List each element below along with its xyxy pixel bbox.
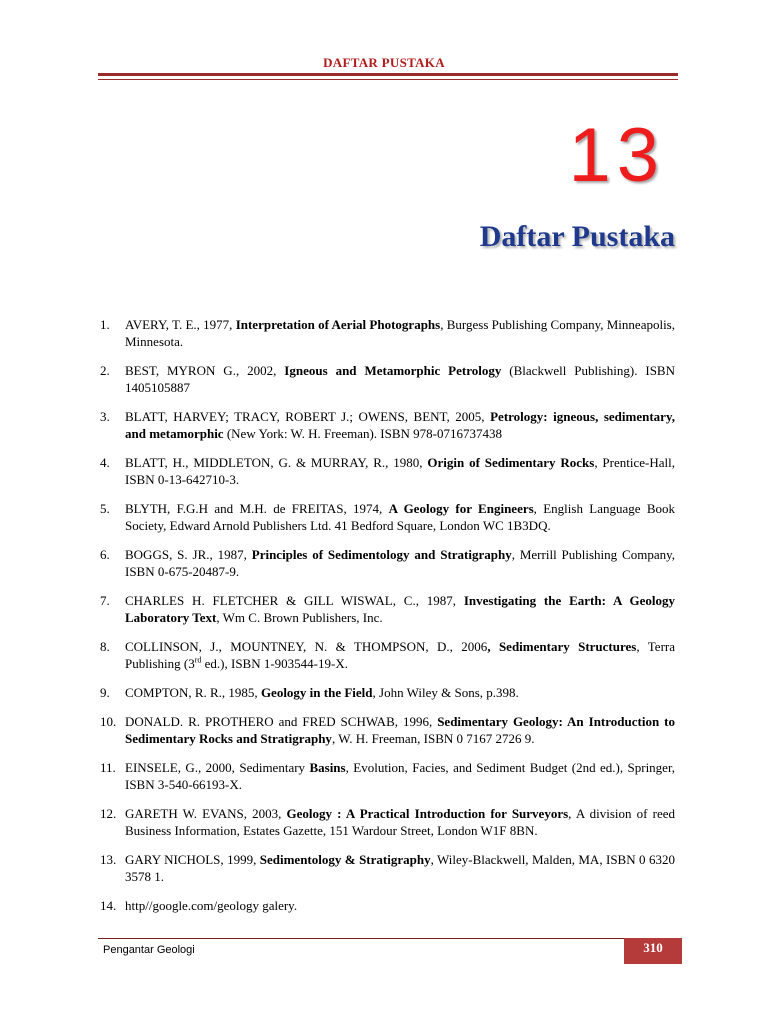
- reference-title: Geology : A Practical Introduction for Surveyors: [286, 806, 569, 821]
- reference-text: BLATT, H., MIDDLETON, G. & MURRAY, R., 1980,: [125, 455, 428, 470]
- reference-title: Petrology: igneous, sedimentary, and metamorphic: [125, 409, 675, 441]
- reference-text: AVERY, T. E., 1977,: [125, 317, 236, 332]
- reference-item: [100, 362, 675, 396]
- reference-text: , John Wiley & Sons, p.398.: [372, 685, 519, 700]
- reference-text: (Blackwell Publishing). ISBN 1405105887: [125, 363, 675, 395]
- reference-number: 5.: [100, 501, 110, 516]
- reference-item: [100, 592, 675, 626]
- reference-title: Basins: [309, 760, 346, 775]
- reference-item: [100, 851, 675, 885]
- reference-title: Geology in the Field: [260, 685, 373, 700]
- reference-number: 8.: [100, 639, 110, 654]
- reference-text: , W. H. Freeman, ISBN 0 7167 2726 9.: [331, 731, 535, 746]
- reference-text: ed.), ISBN 1-903544-19-X.: [201, 656, 348, 671]
- header-title: DAFTAR PUSTAKA: [323, 55, 445, 70]
- reference-text: GARETH W. EVANS, 2003,: [125, 806, 287, 821]
- reference-text: GARY NICHOLS, 1999,: [125, 852, 260, 867]
- reference-number: 3.: [100, 409, 110, 424]
- chapter-number: 13: [568, 113, 665, 198]
- reference-text: , Burgess Publishing Company, Minneapolis, Minnesota.: [125, 317, 675, 349]
- reference-item: [100, 546, 675, 580]
- reference-item: [100, 500, 675, 534]
- reference-number: 14.: [100, 898, 117, 913]
- reference-number: 9.: [100, 685, 110, 700]
- reference-item: [100, 638, 675, 672]
- reference-item: [100, 713, 675, 747]
- reference-number: 12.: [100, 806, 117, 821]
- reference-item: [100, 759, 675, 793]
- reference-number: 11.: [100, 760, 116, 775]
- reference-text: , Wiley-Blackwell, Malden, MA, ISBN 0 6320 3578 1.: [125, 852, 675, 884]
- reference-number: 10.: [100, 714, 117, 729]
- reference-number: 2.: [100, 363, 110, 378]
- reference-number: 4.: [100, 455, 110, 470]
- reference-text: (New York: W. H. Freeman). ISBN 978-0716737438: [223, 426, 503, 441]
- reference-text: , A division of reed Business Information, Estates Gazette, 151 Wardour Street, London W1F 8BN.: [125, 806, 676, 838]
- reference-item: [100, 316, 675, 350]
- reference-item: [100, 408, 675, 442]
- reference-text: CHARLES H. FLETCHER & GILL WISWAL, C., 1987,: [125, 593, 464, 608]
- reference-text: BLYTH, F.G.H and M.H. de FREITAS, 1974,: [125, 501, 389, 516]
- reference-number: 6.: [100, 547, 110, 562]
- reference-text: , Prentice-Hall, ISBN 0-13-642710-3.: [125, 455, 675, 487]
- reference-title: Principles of Sedimentology and Stratigraphy: [251, 547, 512, 562]
- reference-title: Investigating the Earth: A Geology Laboratory Text: [125, 593, 675, 625]
- reference-number: 13.: [100, 852, 117, 867]
- reference-text: http//google.com/geology galery.: [125, 898, 298, 913]
- reference-text: DONALD. R. PROTHERO and FRED SCHWAB, 1996,: [125, 714, 438, 729]
- reference-text: , Evolution, Facies, and Sediment Budget (2nd ed.), Springer, ISBN 3-540-66193-X.: [125, 760, 676, 792]
- reference-title: Origin of Sedimentary Rocks: [427, 455, 595, 470]
- reference-item: [100, 454, 675, 488]
- reference-text: COLLINSON, J., MOUNTNEY, N. & THOMPSON, D., 2006: [125, 639, 488, 654]
- reference-title: Sedimentology & Stratigraphy: [259, 852, 431, 867]
- reference-item: [100, 805, 675, 839]
- reference-list: [100, 316, 675, 926]
- reference-text: , Merrill Publishing Company, ISBN 0-675-20487-9.: [125, 547, 675, 579]
- reference-text: , English Language Book Society, Edward Arnold Publishers Ltd. 41 Bedford Square, London WC 1B3DQ.: [125, 501, 675, 533]
- reference-title: A Geology for Engineers: [388, 501, 534, 516]
- reference-item: [100, 897, 675, 914]
- reference-superscript: rd: [194, 655, 202, 665]
- reference-number: 1.: [100, 317, 110, 332]
- header-rule-thin: [98, 79, 678, 80]
- reference-text: BOGGS, S. JR., 1987,: [125, 547, 252, 562]
- chapter-title: Daftar Pustaka: [479, 220, 675, 253]
- footer-rule: [98, 938, 678, 939]
- reference-number: 7.: [100, 593, 110, 608]
- reference-title: , Sedimentary Structures: [487, 639, 637, 654]
- header-rule: [98, 73, 678, 76]
- reference-text: BLATT, HARVEY; TRACY, ROBERT J.; OWENS, BENT, 2005,: [125, 409, 491, 424]
- reference-title: Sedimentary Geology: An Introduction to Sedimentary Rocks and Stratigraphy: [125, 714, 675, 746]
- reference-text: , Wm C. Brown Publishers, Inc.: [216, 610, 383, 625]
- reference-title: Interpretation of Aerial Photographs: [235, 317, 441, 332]
- reference-text: BEST, MYRON G., 2002,: [125, 363, 285, 378]
- footer-book-title: Pengantar Geologi: [103, 944, 195, 956]
- page-number: 310: [624, 938, 682, 964]
- reference-title: Igneous and Metamorphic Petrology: [284, 363, 502, 378]
- reference-item: [100, 684, 675, 701]
- reference-text: , Terra Publishing (3: [125, 639, 675, 671]
- reference-text: EINSELE, G., 2000, Sedimentary: [125, 760, 310, 775]
- reference-text: COMPTON, R. R., 1985,: [125, 685, 261, 700]
